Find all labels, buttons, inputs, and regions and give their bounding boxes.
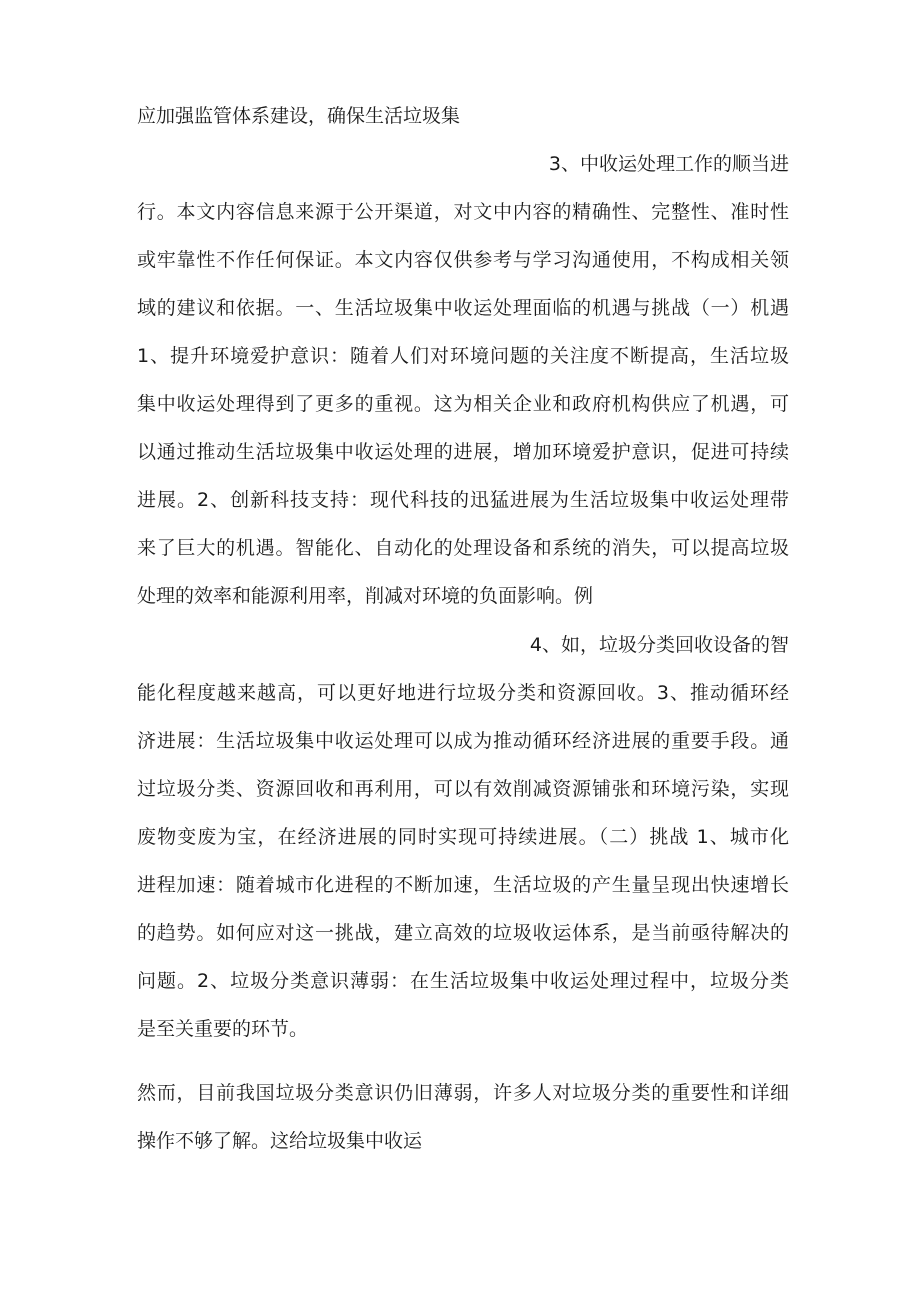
- text-line-2: 3、中收运处理工作的顺当进: [548, 153, 789, 175]
- text-line-7: 集中收运处理得到了更多的重视。这为相关企业和政府机构供应了机遇，可: [137, 393, 789, 415]
- text-line-13: 能化程度越来越高，可以更好地进行垃圾分类和资源回收。3、推动循环经: [137, 682, 789, 704]
- text-line-11: 处理的效率和能源利用率，削减对环境的负面影响。例: [137, 585, 594, 607]
- text-line-12: 4、如，垃圾分类回收设备的智: [529, 634, 789, 656]
- text-line-16: 废物变废为宝，在经济进展的同时实现可持续进展。（二）挑战 1、城市化: [137, 826, 789, 848]
- text-line-19: 问题。2、垃圾分类意识薄弱：在生活垃圾集中收运处理过程中，垃圾分类: [137, 970, 789, 992]
- text-line-20: 是至关重要的环节。: [137, 1018, 309, 1040]
- text-line-10: 来了巨大的机遇。智能化、自动化的处理设备和系统的消失，可以提高垃圾: [137, 537, 789, 559]
- text-line-22: 操作不够了解。这给垃圾集中收运: [137, 1130, 423, 1152]
- text-line-4: 或牢靠性不作任何保证。本文内容仅供参考与学习沟通使用，不构成相关领: [137, 249, 789, 271]
- text-line-21: 然而，目前我国垃圾分类意识仍旧薄弱，许多人对垃圾分类的重要性和详细: [137, 1082, 789, 1104]
- text-line-6: 1、提升环境爱护意识：随着人们对环境问题的关注度不断提高，生活垃圾: [137, 345, 789, 367]
- text-line-14: 济进展：生活垃圾集中收运处理可以成为推动循环经济进展的重要手段。通: [137, 730, 789, 752]
- text-line-17: 进程加速：随着城市化进程的不断加速，生活垃圾的产生量呈现出快速增长: [137, 874, 789, 896]
- text-line-3: 行。本文内容信息来源于公开渠道，对文中内容的精确性、完整性、准时性: [137, 201, 789, 223]
- text-line-5: 域的建议和依据。一、生活垃圾集中收运处理面临的机遇与挑战（一）机遇: [137, 297, 789, 319]
- text-line-8: 以通过推动生活垃圾集中收运处理的进展，增加环境爱护意识，促进可持续: [137, 441, 789, 463]
- text-line-1: 应加强监管体系建设，确保生活垃圾集: [137, 105, 461, 127]
- text-line-18: 的趋势。如何应对这一挑战，建立高效的垃圾收运体系，是当前亟待解决的: [137, 922, 789, 944]
- text-line-15: 过垃圾分类、资源回收和再利用，可以有效削减资源铺张和环境污染，实现: [137, 778, 789, 800]
- text-line-9: 进展。2、创新科技支持：现代科技的迅猛进展为生活垃圾集中收运处理带: [137, 489, 789, 511]
